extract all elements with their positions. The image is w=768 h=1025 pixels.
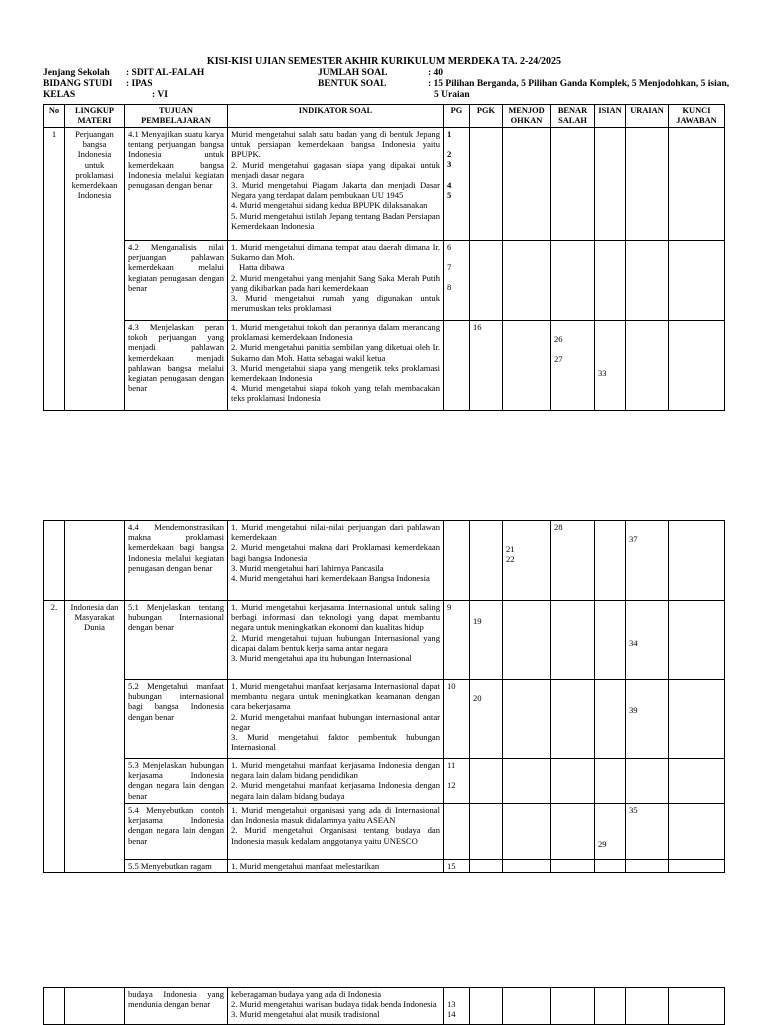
- header-menjodohkan: MENJOD OHKAN: [503, 105, 551, 128]
- cell-uraian: [626, 521, 669, 601]
- isian-number: 29: [598, 839, 607, 849]
- pg-number: 8: [447, 282, 452, 293]
- pg-number: 14: [447, 1009, 456, 1020]
- kisi-table-page1: [43, 104, 725, 411]
- table-row: [44, 601, 725, 680]
- cell-isian: [595, 128, 626, 241]
- cell-menjodohkan: [503, 759, 551, 804]
- cell-no: 1: [44, 128, 65, 411]
- indikator-item: keberagaman budaya yang ada di Indonesia: [231, 989, 382, 999]
- indikator-item: 2. Murid mengetahui manfaat kerjasama Indonesia dengan negara lain dalam bidang budaya: [231, 780, 440, 801]
- cell-pgk: [470, 804, 503, 860]
- indikator-item: 1. Murid mengetahui manfaat melestarikan: [231, 861, 380, 871]
- cell-indikator: [228, 128, 444, 241]
- table-row: [44, 241, 725, 321]
- uraian-number: 34: [629, 638, 638, 648]
- cell-kunci: [669, 601, 725, 680]
- cell-tujuan: budaya Indonesia yang mendunia dengan benar: [125, 988, 228, 1025]
- cell-tujuan: 4.4 Mendemonstrasikan makna proklamasi kemerdekaan bagi bangsa Indonesia melalui kegiatan penugasan dengan benar: [125, 521, 228, 601]
- cell-pg: [444, 759, 470, 804]
- cell-menjodohkan: [503, 988, 551, 1025]
- header-indikator: INDIKATOR SOAL: [228, 105, 444, 128]
- cell-indikator: [228, 860, 444, 873]
- cell-benar-salah: [551, 601, 595, 680]
- indikator-item: 4. Murid mengetahui sidang kedua BPUPK dilaksanakan: [231, 200, 428, 211]
- cell-menjodohkan: [503, 860, 551, 873]
- cell-lingkup: Indonesia dan Masyarakat Dunia: [65, 601, 125, 873]
- cell-kunci: [669, 988, 725, 1025]
- cell-lingkup: [65, 521, 125, 601]
- cell-indikator: [228, 988, 444, 1025]
- cell-uraian: [626, 680, 669, 759]
- header-kunci: KUNCI JAWABAN: [669, 105, 725, 128]
- cell-kunci: [669, 804, 725, 860]
- menjodohkan-number: 22: [506, 554, 515, 565]
- cell-uraian: [626, 860, 669, 873]
- cell-no: [44, 521, 65, 601]
- table-row: [44, 521, 725, 601]
- table-row: [44, 680, 725, 759]
- cell-isian: [595, 321, 626, 411]
- cell-pgk: [470, 521, 503, 601]
- indikator-item: 3. Murid mengetahui alat musik tradisional: [231, 1009, 380, 1020]
- pg-number: 1: [447, 129, 452, 139]
- cell-indikator: [228, 680, 444, 759]
- indikator-item: 1. Murid mengetahui dimana tempat atau daerah dimana Ir. Sukarno dan Moh.: [231, 242, 440, 263]
- bentuk-label: BENTUK SOAL: [318, 79, 387, 89]
- cell-menjodohkan: [503, 241, 551, 321]
- isian-number: 33: [598, 368, 607, 378]
- indikator-item: 2. Murid mengetahui manfaat hubungan internasional antar negar: [231, 711, 440, 732]
- cell-pgk: [470, 241, 503, 321]
- cell-lingkup: [65, 988, 125, 1025]
- cell-lingkup: Perjuangan bangsa Indonesia untuk proklamasi kemerdekaan Indonesia: [65, 128, 125, 411]
- cell-menjodohkan: [503, 128, 551, 241]
- cell-tujuan: 5.5 Menyebutkan ragam: [125, 860, 228, 873]
- cell-pg: [444, 128, 470, 241]
- cell-menjodohkan: [503, 680, 551, 759]
- cell-benar-salah: 28: [551, 521, 595, 601]
- header-isian: ISIAN: [595, 105, 626, 128]
- cell-uraian: 35: [626, 804, 669, 860]
- cell-pgk: [470, 759, 503, 804]
- table-row: [44, 128, 725, 241]
- cell-uraian: [626, 321, 669, 411]
- cell-indikator: [228, 521, 444, 601]
- cell-tujuan: 5.1 Menjelaskan tentang hubungan Internasional dengan benar: [125, 601, 228, 680]
- cell-no: 2.: [44, 601, 65, 873]
- indikator-item: 1. Murid mengetahui nilai-nilai perjuangan dari pahlawan kemerdekaan: [231, 522, 440, 543]
- cell-kunci: [669, 321, 725, 411]
- cell-uraian: [626, 601, 669, 680]
- cell-tujuan: 4.1 Menyajikan suatu karya tentang perjuangan bangsa Indonesia untuk kemerdekaan bangsa Indonesia melalui kegiatan penugasan dengan benar: [125, 128, 228, 241]
- cell-indikator: [228, 759, 444, 804]
- cell-benar-salah: [551, 128, 595, 241]
- jenjang-label: Jenjang Sekolah: [43, 68, 110, 78]
- bidang-value: : IPAS: [126, 79, 153, 89]
- cell-benar-salah: [551, 321, 595, 411]
- cell-benar-salah: [551, 988, 595, 1025]
- cell-indikator: [228, 241, 444, 321]
- cell-kunci: [669, 128, 725, 241]
- cell-menjodohkan: [503, 804, 551, 860]
- indikator-item: 3. Murid mengetahui siapa yang mengetik teks proklamasi kemerdekaan Indonesia: [231, 362, 440, 384]
- cell-pg: [444, 321, 470, 411]
- indikator-item: 2. Murid mengetahui gagasan siapa yang dipakai untuk menjadi dasar negara: [231, 159, 440, 180]
- cell-kunci: [669, 241, 725, 321]
- indikator-item: 2. Murid mengetahui Organisasi tentang budaya dan Indonesia masuk kedalam anggotanya yaitu UNESCO: [231, 825, 440, 846]
- cell-isian: [595, 860, 626, 873]
- indikator-item: 2. Murid mengetahui tujuan hubungan Internasional yang dicapai dalam bentuk kerja sama antar negara: [231, 632, 440, 653]
- cell-tujuan: 4.3 Menjelaskan peran tokoh perjuangan yang menjadi pahlawan kemerdekaan menjadi pahlawan bangsa melalui kegiatan penugasan dengan benar: [125, 321, 228, 411]
- indikator-item: 3. Murid mengetahui hari lahirnya Pancasila: [231, 562, 384, 573]
- jumlah-label: JUMLAH SOAL: [318, 68, 388, 78]
- document-title: KISI-KISI UJIAN SEMESTER AKHIR KURIKULUM MERDEKA TA. 2-24/2025: [206, 56, 562, 67]
- table-row: [44, 860, 725, 873]
- cell-benar-salah: [551, 860, 595, 873]
- table-row: [44, 804, 725, 860]
- uraian-number: 39: [629, 705, 638, 715]
- cell-pgk: [470, 128, 503, 241]
- pgk-number: 19: [473, 616, 482, 626]
- cell-benar-salah: [551, 759, 595, 804]
- indikator-item: 1. Murid mengetahui organisasi yang ada di Internasional dan Indonesia masuk didalamnya yaitu ASEAN: [231, 805, 440, 826]
- indikator-item: 1. Murid mengetahui kerjasama Internasional untuk saling berbagi informasi dan teknologi yang dapat membantu negara untuk meningkatkan ekonomi dan kualitas hidup: [231, 602, 440, 633]
- cell-isian: [595, 988, 626, 1025]
- cell-pgk: 16: [470, 321, 503, 411]
- cell-benar-salah: [551, 241, 595, 321]
- cell-pg: [444, 988, 470, 1025]
- indikator-item: Murid mengetahui salah satu badan yang di bentuk Jepang untuk persiapan kemerdekaan bangsa Indonesia yaitu BPUPK.: [231, 129, 440, 160]
- uraian-number: 37: [629, 534, 638, 544]
- indikator-item: 2. Murid mengetahui panitia sembilan yang diketuai oleh Ir. Sukarno dan Moh. Hatta sebagai wakil ketua: [231, 342, 440, 363]
- indikator-item: 5. Murid mengetahui istilah Jepang tentang Badan Persiapan Kemerdekaan Indonesia: [231, 210, 440, 231]
- cell-uraian: [626, 988, 669, 1025]
- pg-number: 4: [447, 179, 452, 190]
- cell-kunci: [669, 759, 725, 804]
- cell-benar-salah: [551, 804, 595, 860]
- cell-pg: 9: [444, 601, 470, 680]
- jumlah-value: : 40: [428, 68, 444, 78]
- cell-pgk: [470, 601, 503, 680]
- header-row: [44, 105, 725, 128]
- cell-isian: [595, 601, 626, 680]
- cell-isian: [595, 241, 626, 321]
- bentuk-value-line2: 5 Uraian: [434, 90, 470, 100]
- pg-number: 3: [447, 159, 452, 170]
- cell-menjodohkan: [503, 601, 551, 680]
- cell-uraian: [626, 241, 669, 321]
- indikator-item: 3. Murid mengetahui faktor pembentuk hubungan Internasional: [231, 732, 440, 753]
- pg-number: 7: [447, 262, 452, 273]
- pg-number: 5: [447, 189, 452, 200]
- jenjang-value: : SDIT AL-FALAH: [126, 68, 205, 78]
- pg-number: 11: [447, 760, 456, 770]
- cell-indikator: [228, 804, 444, 860]
- bidang-label: BIDANG STUDI: [43, 79, 113, 89]
- indikator-item: 1. Murid mengetahui manfaat kerjasama Internasional dapat membantu negara untuk meningkatkan keamanan dengan cara bekerjasama: [231, 681, 440, 712]
- indikator-item: Hatta dibawa: [239, 262, 285, 273]
- header-no: No: [44, 105, 65, 128]
- header-pgk: PGK: [470, 105, 503, 128]
- table-row: [44, 759, 725, 804]
- indikator-item: 1. Murid mengetahui manfaat kerjasama Indonesia dengan negara lain dalam bidang pendidikan: [231, 760, 440, 781]
- cell-pg: [444, 804, 470, 860]
- cell-benar-salah: [551, 680, 595, 759]
- indikator-item: 3. Murid mengetahui Piagam Jakarta dan menjadi Dasar Negara yang terdapat dalam pembukaan UU 1945: [231, 180, 440, 201]
- cell-tujuan: 5.4 Menyebutkan contoh kerjasama Indonesia dengan negara lain dengan benar: [125, 804, 228, 860]
- indikator-item: 3. Murid mengetahui rumah yang digunakan untuk merumuskan teks proklamasi: [231, 293, 440, 314]
- header-pg: PG: [444, 105, 470, 128]
- cell-isian: [595, 680, 626, 759]
- cell-kunci: [669, 860, 725, 873]
- indikator-item: 4. Murid mengetahui hari kemerdekaan Bangsa Indonesia: [231, 573, 430, 584]
- benar-salah-number: 26: [554, 334, 563, 344]
- pg-number: 2: [447, 149, 452, 160]
- kelas-value: : VI: [152, 90, 168, 100]
- benar-salah-number: 27: [554, 354, 563, 365]
- header-lingkup: LINGKUP MATERI: [65, 105, 125, 128]
- cell-pgk: [470, 988, 503, 1025]
- pg-number: 6: [447, 242, 452, 252]
- cell-tujuan: 5.2 Mengetahui manfaat hubungan internasional bagi bangsa Indonesia dengan benar: [125, 680, 228, 759]
- pgk-number: 20: [473, 693, 482, 703]
- kisi-table-page3: [43, 987, 725, 1025]
- indikator-item: 2. Murid mengetahui makna dari Proklamasi kemerdekaan bagi bangsa Indonesia: [231, 542, 440, 563]
- bentuk-value-line1: : 15 Pilihan Berganda, 5 Pilihan Ganda Komplek, 5 Menjodohkan, 5 isian,: [428, 79, 730, 89]
- indikator-item: 2. Murid mengetahui yang menjahit Sang Saka Merah Putih yang dikibarkan pada hari kemerdekaan: [231, 272, 440, 293]
- cell-menjodohkan: [503, 321, 551, 411]
- header-benar-salah: BENAR SALAH: [551, 105, 595, 128]
- cell-pg: 10: [444, 680, 470, 759]
- cell-pgk: [470, 860, 503, 873]
- indikator-item: 3. Murid mengetahui apa itu hubungan Internasional: [231, 653, 412, 664]
- menjodohkan-number: 21: [506, 544, 515, 554]
- table-row: [44, 988, 725, 1025]
- cell-kunci: [669, 680, 725, 759]
- cell-tujuan: 4.2 Menganalisis nilai perjuangan pahlawan kemerdekaan melalui kegiatan penugasan dengan benar: [125, 241, 228, 321]
- header-uraian: URAIAN: [626, 105, 669, 128]
- pg-number: 12: [447, 780, 456, 791]
- cell-indikator: [228, 321, 444, 411]
- cell-uraian: [626, 128, 669, 241]
- indikator-item: 1. Murid mengetahui tokoh dan perannya dalam merancang proklamasi kemerdekaan Indonesia: [231, 322, 440, 343]
- cell-indikator: [228, 601, 444, 680]
- cell-kunci: [669, 521, 725, 601]
- table-row: [44, 321, 725, 411]
- cell-tujuan: 5.3 Menjelaskan hubungan kerjasama Indonesia dengan negara lain dengan benar: [125, 759, 228, 804]
- cell-no: [44, 988, 65, 1025]
- cell-pgk: [470, 680, 503, 759]
- pg-number: 13: [447, 999, 456, 1009]
- kelas-label: KELAS: [43, 90, 76, 100]
- header-tujuan: TUJUAN PEMBELAJARAN: [125, 105, 228, 128]
- kisi-table-page2: [43, 520, 725, 873]
- cell-pg: [444, 241, 470, 321]
- cell-isian: [595, 521, 626, 601]
- cell-isian: [595, 759, 626, 804]
- indikator-item: 2. Murid mengetahui warisan budaya tidak benda Indonesia: [231, 999, 437, 1010]
- cell-pg: [444, 521, 470, 601]
- cell-menjodohkan: [503, 521, 551, 601]
- indikator-item: 4. Murid mengetahui siapa tokoh yang telah membacakan teks proklamasi Indonesia: [231, 383, 440, 404]
- cell-isian: [595, 804, 626, 860]
- cell-uraian: [626, 759, 669, 804]
- cell-pg: 15: [444, 860, 470, 873]
